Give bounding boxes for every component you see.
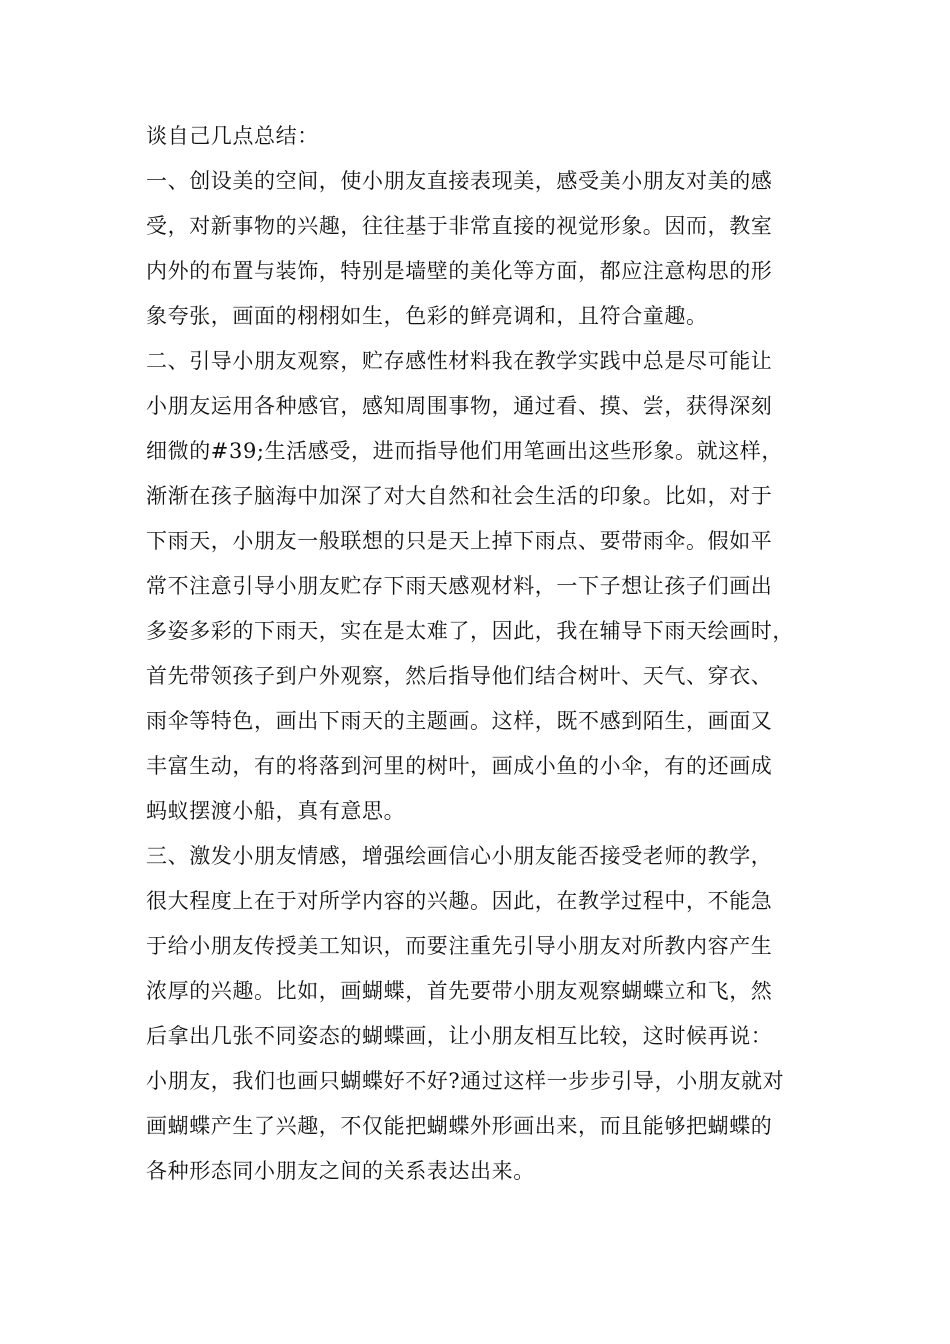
paragraph-line: 二、引导小朋友观察，贮存感性材料我在教学实践中总是尽可能让 <box>146 349 773 373</box>
paragraph-1 <box>146 159 808 339</box>
paragraph-line: 首先带领孩子到户外观察，然后指导他们结合树叶、天气、穿衣、 <box>146 664 773 688</box>
paragraph-line: 后拿出几张不同姿态的蝴蝶画，让小朋友相互比较，这时候再说： <box>146 1024 773 1048</box>
paragraph-line: 常不注意引导小朋友贮存下雨天感观材料，一下子想让孩子们画出 <box>146 574 773 598</box>
paragraph-line: 一、创设美的空间，使小朋友直接表现美，感受美小朋友对美的感 <box>146 169 773 193</box>
document-body <box>146 114 808 1194</box>
paragraph-line: 三、激发小朋友情感，增强绘画信心小朋友能否接受老师的教学， <box>146 844 773 868</box>
paragraph-line: 细微的#39;生活感受，进而指导他们用笔画出这些形象。就这样， <box>146 439 783 463</box>
paragraph-line: 多姿多彩的下雨天，实在是太难了，因此，我在辅导下雨天绘画时， <box>146 619 794 643</box>
paragraph-line: 内外的布置与装饰，特别是墙壁的美化等方面，都应注意构思的形 <box>146 259 773 283</box>
paragraph-line: 雨伞等特色，画出下雨天的主题画。这样，既不感到陌生，画面又 <box>146 709 773 733</box>
paragraph-line: 丰富生动，有的将落到河里的树叶，画成小鱼的小伞，有的还画成 <box>146 754 773 778</box>
paragraph-line: 小朋友，我们也画只蝴蝶好不好?通过这样一步步引导，小朋友就对 <box>146 1069 785 1093</box>
paragraph-line: 蚂蚁摆渡小船，真有意思。 <box>146 799 406 823</box>
paragraph-line: 小朋友运用各种感官，感知周围事物，通过看、摸、尝，获得深刻 <box>146 394 773 418</box>
paragraph-line: 下雨天，小朋友一般联想的只是天上掉下雨点、要带雨伞。假如平 <box>146 529 773 553</box>
paragraph-line: 象夸张，画面的栩栩如生，色彩的鲜亮调和，且符合童趣。 <box>146 304 708 328</box>
paragraph-2 <box>146 339 808 834</box>
paragraph-line: 于给小朋友传授美工知识，而要注重先引导小朋友对所教内容产生 <box>146 934 773 958</box>
paragraph-line: 受，对新事物的兴趣，往往基于非常直接的视觉形象。因而，教室 <box>146 214 773 238</box>
paragraph-line: 画蝴蝶产生了兴趣，不仅能把蝴蝶外形画出来，而且能够把蝴蝶的 <box>146 1114 773 1138</box>
heading-line: 谈自己几点总结： <box>146 124 319 148</box>
paragraph-line: 浓厚的兴趣。比如，画蝴蝶，首先要带小朋友观察蝴蝶立和飞，然 <box>146 979 773 1003</box>
paragraph-3 <box>146 834 808 1194</box>
document-heading <box>146 114 808 159</box>
paragraph-line: 渐渐在孩子脑海中加深了对大自然和社会生活的印象。比如，对于 <box>146 484 773 508</box>
paragraph-line: 各种形态同小朋友之间的关系表达出来。 <box>146 1159 535 1183</box>
paragraph-line: 很大程度上在于对所学内容的兴趣。因此，在教学过程中，不能急 <box>146 889 773 913</box>
